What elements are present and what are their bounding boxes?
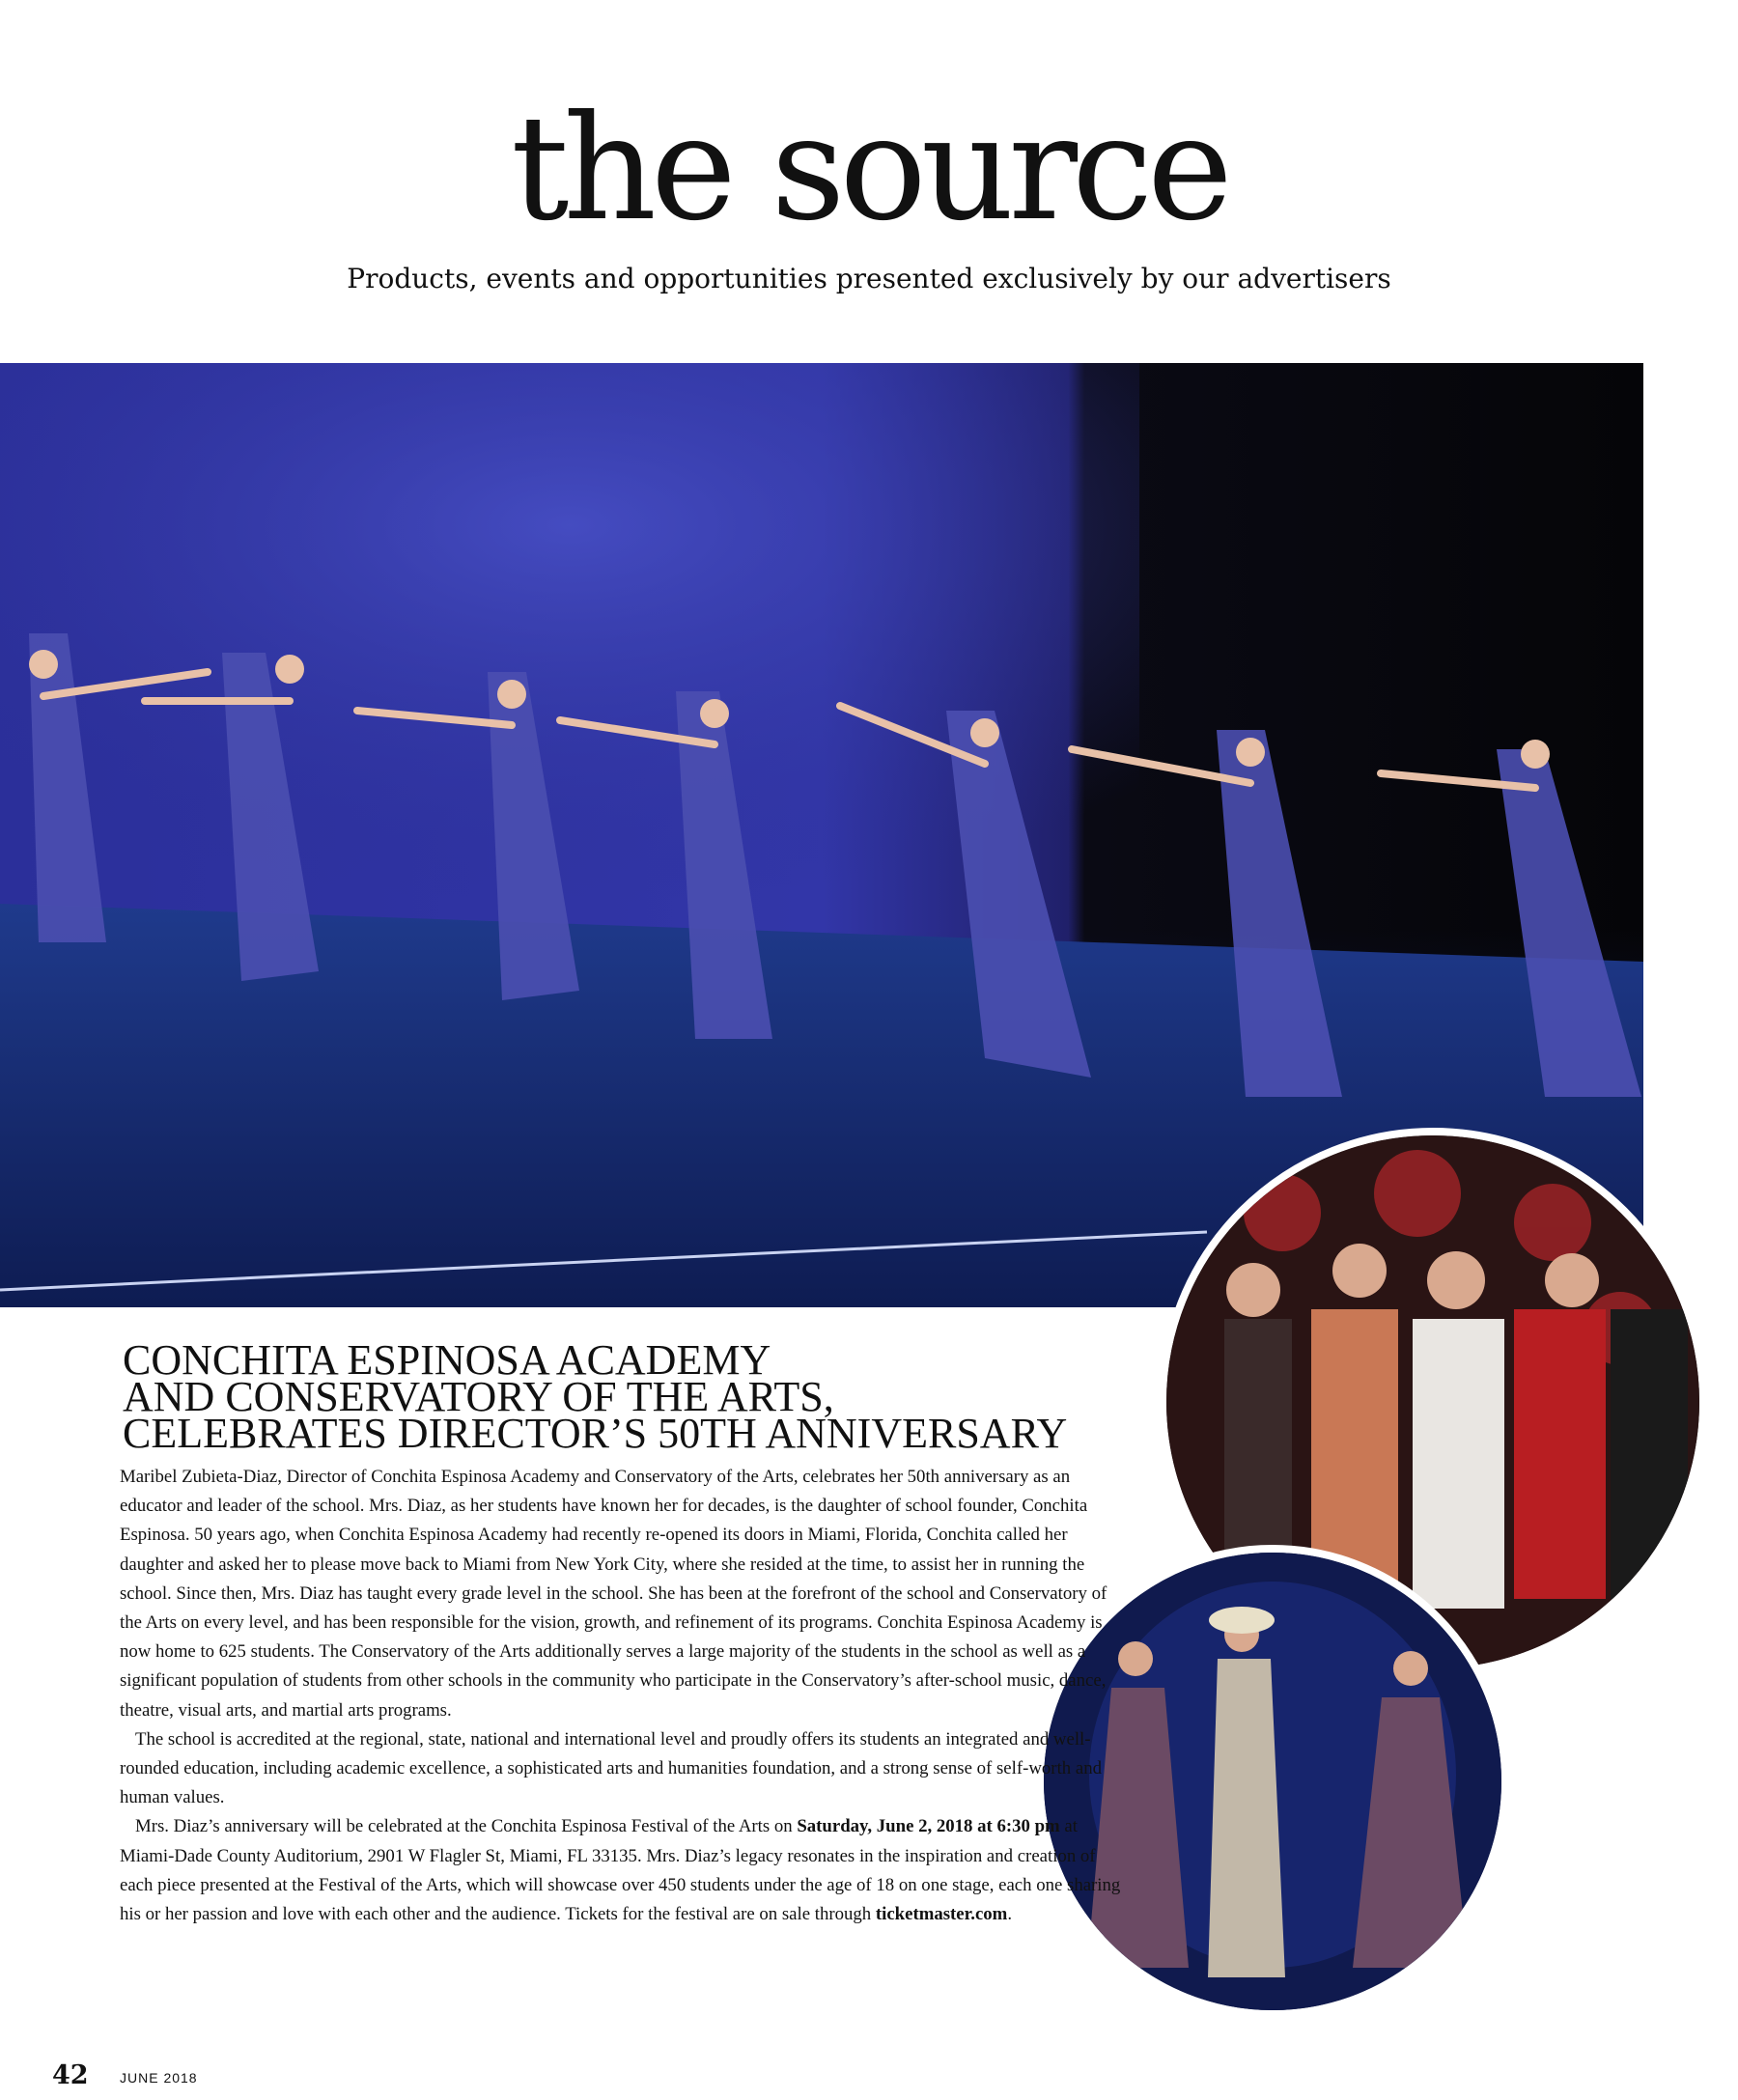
headline-line-2: AND CONSERVATORY OF THE ARTS,: [123, 1373, 834, 1420]
paragraph-3-end: .: [1007, 1904, 1013, 1925]
paragraph-1: Maribel Zubieta-Diaz, Director of Conchita Espinosa Academy and Conservatory of the Arts, celebrates her 50th anniversary as an educator and leader of the school. Mrs. Diaz, as her students have known her for decades, is the daughter of school founder, Conchita Espinosa. 50 years ago, when Conchita Espinosa Academy had recently re-opened its doors in Miami, Florida, Conchita called her daughter and asked her to please move back to Miami from New York City, where she resided at the time, to assist her in running the school. Since then, Mrs. Diaz has taught every grade level in the school. She has been at the forefront of the school and Conservatory of the Arts on every level, and has been responsible for the vision, growth, and refinement of its programs. Conchita Espinosa Academy is now home to 625 students. The Conservatory of the Arts additionally serves a large majority of the students in the school as well as a significant population of students from other schools in the community who participate in the Conservatory’s after-school music, dance, theatre, visual arts, and martial arts programs.: [120, 1467, 1107, 1721]
paragraph-2: The school is accredited at the regional, state, national and international level and proudly offers its students an integrated and well-rounded education, including academic excellence, a sophisticated arts and humanities foundation, and a strong sense of self-worth and human values.: [120, 1728, 1102, 1808]
masthead: [0, 85, 1738, 294]
section-subtitle: Products, events and opportunities presented exclusively by our advertisers: [347, 263, 1391, 294]
section-title: the source: [511, 85, 1227, 253]
paragraph-3-middle: at Miami-Dade County Auditorium, 2901 W Flagler St, Miami, FL 33135. Mrs. Diaz’s legacy resonates in the inspiration and creation of each piece presented at the Festival of the Arts, which will showcase over 450 students under the age of 18 on one stage, each one sharing his or her passion and love with each other and the audience. Tickets for the festival are on sale through: [120, 1816, 1121, 1925]
page-number: 42: [52, 2060, 89, 2090]
headline-line-3: CELEBRATES DIRECTOR’S 50TH ANNIVERSARY: [123, 1410, 1068, 1457]
headline-line-1: CONCHITA ESPINOSA ACADEMY: [123, 1336, 771, 1384]
issue-date: JUNE 2018: [120, 2070, 198, 2086]
paragraph-3: [120, 1812, 1124, 1929]
ticket-site: ticketmaster.com: [875, 1904, 1008, 1925]
article-body: [120, 1463, 1124, 1929]
event-date: Saturday, June 2, 2018 at 6:30 pm: [797, 1816, 1060, 1837]
paragraph-3-lead: Mrs. Diaz’s anniversary will be celebrated at the Conchita Espinosa Festival of the Arts on: [135, 1816, 798, 1837]
article-headline: [123, 1336, 1146, 1457]
